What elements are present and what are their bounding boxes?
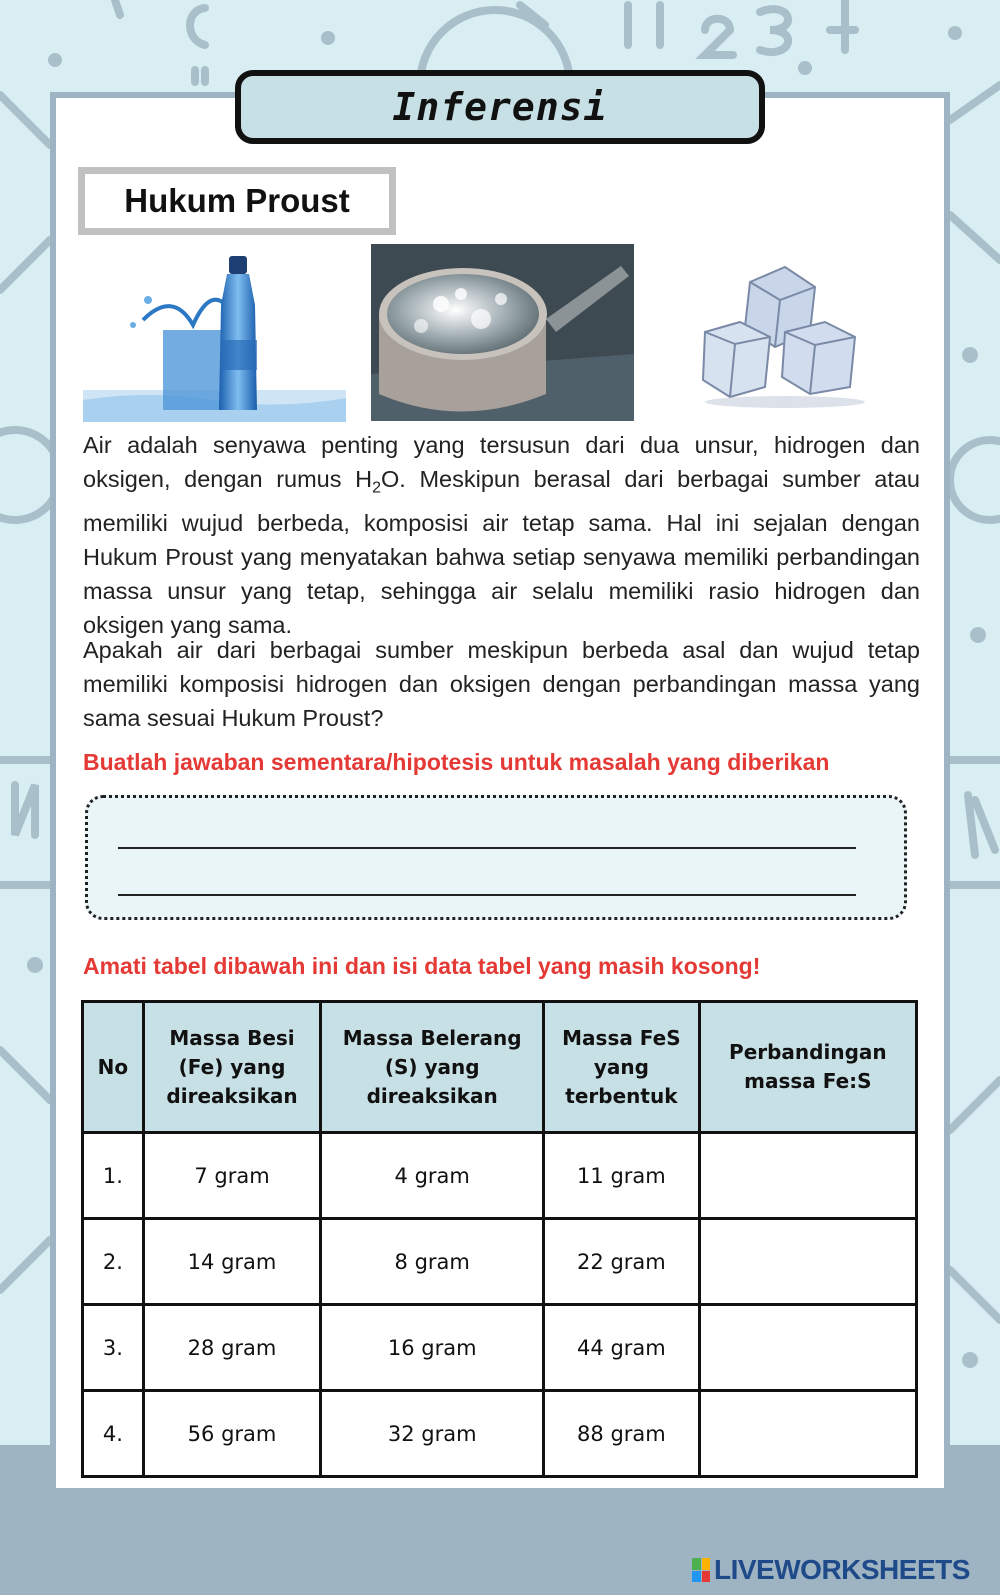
cell-massa-besi: 14 gram [143,1219,321,1305]
header-massa-fes: Massa FeS yang terbentuk [544,1002,700,1133]
cell-massa-fes: 22 gram [544,1219,700,1305]
header-perbandingan: Perbandingan massa Fe:S [699,1002,916,1133]
cell-massa-belerang: 8 gram [321,1219,544,1305]
cell-perbandingan-input[interactable] [699,1305,916,1391]
cell-massa-fes: 11 gram [544,1133,700,1219]
cell-no: 2. [83,1219,144,1305]
water-bottle-splash-image [83,250,346,422]
subtitle-box [78,167,396,235]
cell-massa-belerang: 4 gram [321,1133,544,1219]
page-title: Inferensi [392,85,608,129]
cell-perbandingan-input[interactable] [699,1391,916,1477]
cell-perbandingan-input[interactable] [699,1133,916,1219]
intro-paragraph: Air adalah senyawa penting yang tersusun dari dua unsur, hidrogen dan oksigen, dengan rumus $H_2O$. Meskipun berasal dari berbagai sumber atau memiliki wujud berbeda, komposisi air tetap sama. Hal ini sejalan dengan Hukum Proust yang menyatakan bahwa setiap senyawa memiliki perbandingan massa unsur yang tetap, sehingga air selalu memiliki rasio hidrogen dan oksigen yang sama. [83,432,920,638]
liveworksheets-badge-icon [692,1558,710,1582]
hypothesis-instruction: Buatlah jawaban sementara/hipotesis untuk masalah yang diberikan [83,749,830,775]
data-table [81,1000,918,1478]
cell-no: 4. [83,1391,144,1477]
cell-massa-besi: 7 gram [143,1133,321,1219]
cell-massa-belerang: 16 gram [321,1305,544,1391]
table-row [83,1133,917,1219]
liveworksheets-logo[interactable] [692,1554,970,1586]
answer-line-1[interactable] [118,847,856,849]
cell-no: 1. [83,1133,144,1219]
table-row [83,1391,917,1477]
table-instruction: Amati tabel dibawah ini dan isi data tabel yang masih kosong! [83,953,761,979]
cell-massa-belerang: 32 gram [321,1391,544,1477]
table-row [83,1219,917,1305]
cell-massa-besi: 56 gram [143,1391,321,1477]
boiling-water-pot-image [371,244,634,421]
ice-cubes-image [700,262,880,412]
answer-line-2[interactable] [118,894,856,896]
cell-massa-fes: 88 gram [544,1391,700,1477]
title-banner [235,70,765,144]
liveworksheets-text: LIVEWORKSHEETS [714,1554,970,1585]
table-row [83,1305,917,1391]
cell-massa-besi: 28 gram [143,1305,321,1391]
question-paragraph: Apakah air dari berbagai sumber meskipun berbeda asal dan wujud tetap memiliki komposisi hidrogen dan oksigen dengan perbandingan massa yang sama sesuai Hukum Proust? [83,637,920,731]
cell-no: 3. [83,1305,144,1391]
header-massa-besi: Massa Besi (Fe) yang direaksikan [143,1002,321,1133]
cell-massa-fes: 44 gram [544,1305,700,1391]
table-header-row [83,1002,917,1133]
hypothesis-answer-box[interactable] [85,795,907,920]
section-title: Hukum Proust [124,182,350,219]
header-no: No [83,1002,144,1133]
header-massa-belerang: Massa Belerang (S) yang direaksikan [321,1002,544,1133]
cell-perbandingan-input[interactable] [699,1219,916,1305]
